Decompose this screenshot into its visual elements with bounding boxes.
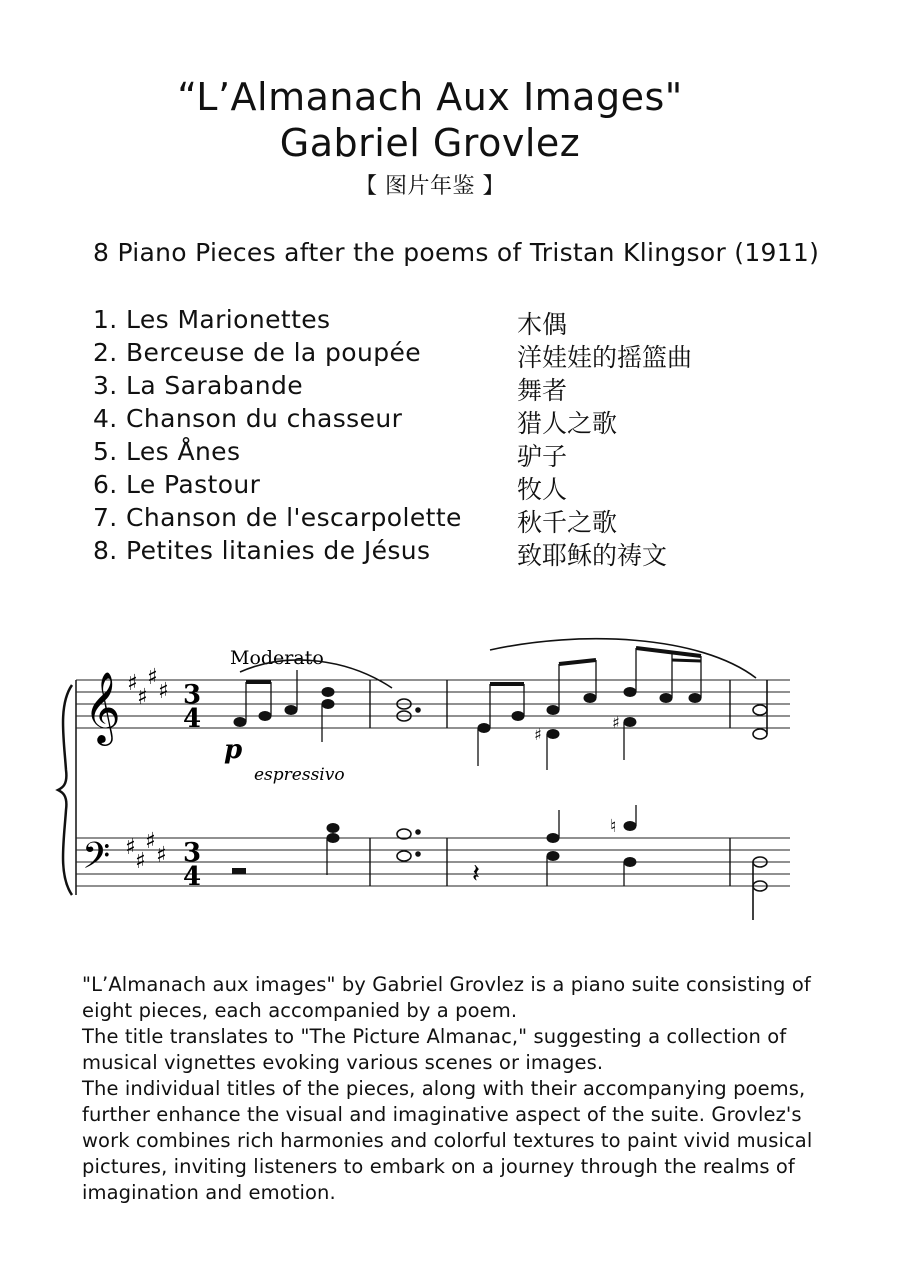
treble-clef-icon: 𝄞	[84, 670, 121, 743]
music-score	[0, 630, 900, 930]
piece-title-fr: 4. Chanson du chasseur	[93, 404, 403, 433]
treble-time-top: 3	[183, 680, 202, 710]
svg-text:♯: ♯	[158, 679, 169, 704]
piece-title-zh: 牧人	[517, 475, 568, 504]
description-paragraph: The title translates to "The Picture Almanac," suggesting a collection of musical vignettes evoking various scenes or images.	[82, 1025, 787, 1074]
bass-notes-m1	[327, 824, 339, 876]
description-paragraph: "L’Almanach aux images" by Gabriel Grovlez is a piano suite consisting of eight pieces, each accompanied by a poem.	[82, 973, 811, 1022]
piece-title-zh: 猎人之歌	[517, 409, 618, 438]
piece-title-fr: 2. Berceuse de la poupée	[93, 338, 422, 367]
expression-marking: espressivo	[254, 765, 345, 785]
description	[82, 972, 822, 1206]
quarter-rest: 𝄽	[472, 859, 480, 889]
natural-sign-icon: ♮	[610, 816, 617, 837]
subtitle: 8 Piano Pieces after the poems of Tristan Klingsor (1911)	[93, 238, 820, 267]
piece-title-zh: 致耶稣的祷文	[517, 541, 668, 570]
composer-name: Gabriel Grovlez	[279, 121, 581, 165]
treble-notes-m4	[753, 680, 767, 739]
description-paragraph: The individual titles of the pieces, along with their accompanying poems, further enhance the visual and imaginative aspect of the suite. Grovlez's work combines rich harmonies and colorful textures to paint vivid musical pictures, inviting listeners to embark on a journey through the realms of imagination and emotion.	[82, 1077, 813, 1204]
piece-title-zh: 驴子	[517, 442, 568, 471]
treble-time-bottom: 4	[183, 704, 202, 734]
svg-text:♯: ♯	[125, 835, 136, 860]
chinese-title: 【 图片年鉴 】	[355, 174, 505, 199]
piece-title-fr: 3. La Sarabande	[93, 371, 304, 400]
piece-title-fr: 5. Les Ånes	[93, 437, 241, 466]
piece-title-fr: 8. Petites litanies de Jésus	[93, 536, 431, 565]
bass-notes-m4	[753, 857, 767, 920]
piece-title-fr: 1. Les Marionettes	[93, 305, 331, 334]
svg-text:♯: ♯	[156, 843, 167, 868]
svg-text:♯: ♯	[534, 725, 542, 744]
dynamic-marking: p	[224, 735, 243, 765]
bass-time-bottom: 4	[183, 862, 202, 892]
bass-key-signature	[125, 829, 167, 874]
svg-text:♯: ♯	[135, 849, 146, 874]
piece-title-zh: 舞者	[517, 376, 568, 405]
svg-text:♯: ♯	[137, 685, 148, 710]
treble-notes-m3	[478, 648, 701, 770]
svg-text:♯: ♯	[612, 713, 620, 732]
page-title: “L’Almanach Aux Images"	[177, 75, 683, 119]
piece-title-fr: 7. Chanson de l'escarpolette	[93, 503, 462, 532]
piece-title-zh: 洋娃娃的摇篮曲	[517, 343, 693, 372]
bass-clef-icon: 𝄢	[82, 835, 111, 886]
treble-key-signature	[127, 665, 169, 710]
treble-notes-m2	[397, 699, 420, 721]
piece-title-fr: 6. Le Pastour	[93, 470, 261, 499]
svg-text:♯: ♯	[127, 671, 138, 696]
svg-text:♯: ♯	[145, 829, 156, 854]
piece-title-zh: 木偶	[517, 310, 568, 339]
half-rest	[232, 868, 246, 874]
tempo-marking: Moderato	[230, 647, 324, 669]
treble-notes-m1	[234, 670, 334, 742]
bass-time-top: 3	[183, 838, 202, 868]
svg-text:♯: ♯	[147, 665, 158, 690]
grand-staff-brace	[58, 685, 72, 895]
slur	[490, 639, 756, 678]
bass-notes-m2	[397, 829, 420, 861]
piece-title-zh: 秋千之歌	[517, 508, 618, 537]
